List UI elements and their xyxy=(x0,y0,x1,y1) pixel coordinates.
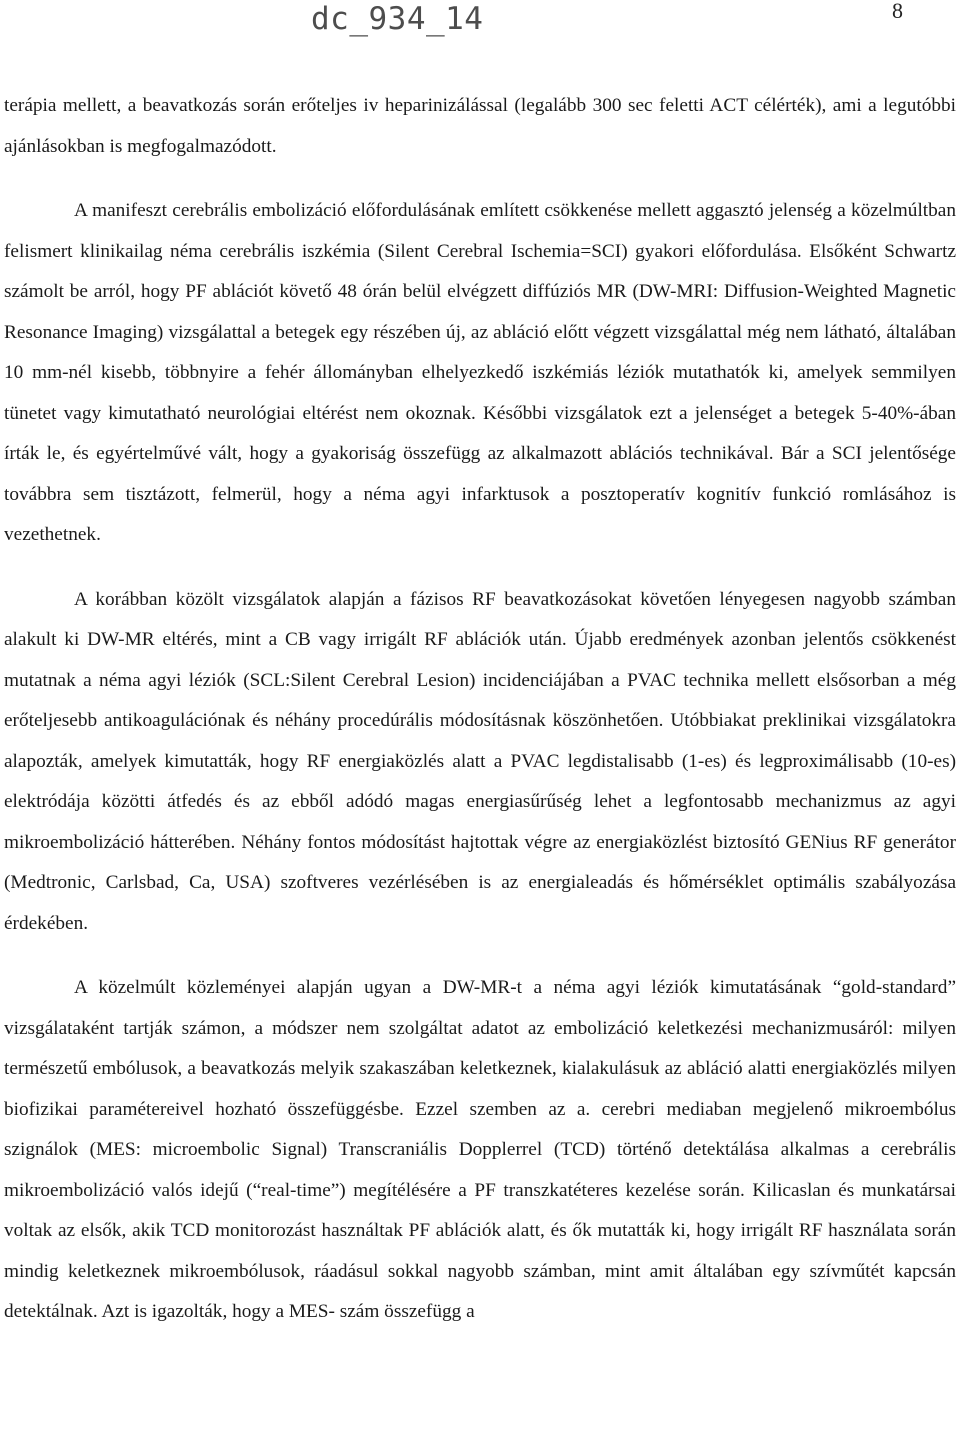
document-body xyxy=(4,86,956,1333)
paragraph: A korábban közölt vizsgálatok alapján a fázisos RF beavatkozásokat követően lényegesen nagyobb számban alakult ki DW-MR eltérés, mint a CB vagy irrigált RF ablációk után. Újabb eredmények azonban jelentős csökkenést mutatnak a néma agyi léziók (SCL:Silent Cerebral Lesion) incidenciájában a PVAC technika mellett elsősorban a még erőteljesebb antikoagulációnak és néhány procedúrális módosításnak köszönhetően. Utóbbiakat preklinikai vizsgálatokra alapozták, amelyek kimutatták, hogy RF energiaközlés alatt a PVAC legdistalisabb (1-es) és legproximálisabb (10-es) elektródája közötti átfedés és az ebből adódó magas energiasűrűség lehet a legfontosabb mechanizmus az agyi mikroembolizáció hátterében. Néhány fontos módosítást hajtottak végre az energiaközlést biztosító GENius RF generátor (Medtronic, Carlsbad, Ca, USA) szoftveres vezérlésében is az energialeadás és hőmérséklet optimális szabályozása érdekében. xyxy=(4,588,956,934)
paragraph: A manifeszt cerebrális embolizáció előfordulásának említett csökkenése mellett aggasztó jelenség a közelmúltban felismert klinikailag néma cerebrális iszkémia (Silent Cerebral Ischemia=SCI) gyakori előfordulása. Elsőként Schwartz számolt be arról, hogy PF ablációt követő 48 órán belül elvégzett diffúziós MR (DW-MRI: Diffusion-Weighted Magnetic Resonance Imaging) vizsgálattal a betegek egy részében új, az abláció előtt végzett vizsgálattal még nem látható, általában 10 mm-nél kisebb, többnyire a fehér állományban elhelyezkedő iszkémiás léziók mutathatók ki, amelyek semmilyen tünetet vagy kimutatható neurológiai eltérést nem okoznak. Későbbi vizsgálatok ezt a jelenséget a betegek 5-40%-ában írták le, és egyértelművé vált, hogy a gyakoriság összefügg az alkalmazott ablációs technikával. Bár a SCI jelentősége továbbra sem tisztázott, felmerül, hogy a néma agyi infarktusok a posztoperatív kognitív funkció romlásához is vezethetnek. xyxy=(4,200,956,545)
document-id: dc_934_14 xyxy=(311,1,484,37)
page-number: 8 xyxy=(892,0,903,23)
paragraph: A közelmúlt közleményei alapján ugyan a DW-MR-t a néma agyi léziók kimutatásának “gold-standard” vizsgálataként tartják számon, a módszer nem szolgáltat adatot az embolizáció keletkezési mechanizmusáról: milyen természetű embólusok, a beavatkozás melyik szakaszában keletkeznek, kialakulásuk az abláció alatti energiaközlés milyen biofizikai paramétereivel hozható összefüggésbe. Ezzel szemben az a. cerebri mediaban megjelenő mikroembólus szignálok (MES: microembolic Signal) Transcraniális Dopplerrel (TCD) történő detektálása alkalmas a cerebrális mikroembolizáció valós idejű (“real-time”) megítélésére a PF transzkatéteres kezelése során. Kilicaslan és munkatársai voltak az elsők, akik TCD monitorozást használtak PF ablációk alatt, és ők mutatták ki, hogy irrigált RF használata során mindig keletkeznek mikroembólusok, ráadásul sokkal nagyobb számban, mint amit általában egy szívműtét kapcsán detektálnak. Azt is igazolták, hogy a MES- szám összefügg a xyxy=(4,977,956,1322)
paragraph: terápia mellett, a beavatkozás során erőteljes iv heparinizálással (legalább 300 sec feletti ACT célérték), ami a legutóbbi ajánlásokban is megfogalmazódott. xyxy=(4,95,956,157)
